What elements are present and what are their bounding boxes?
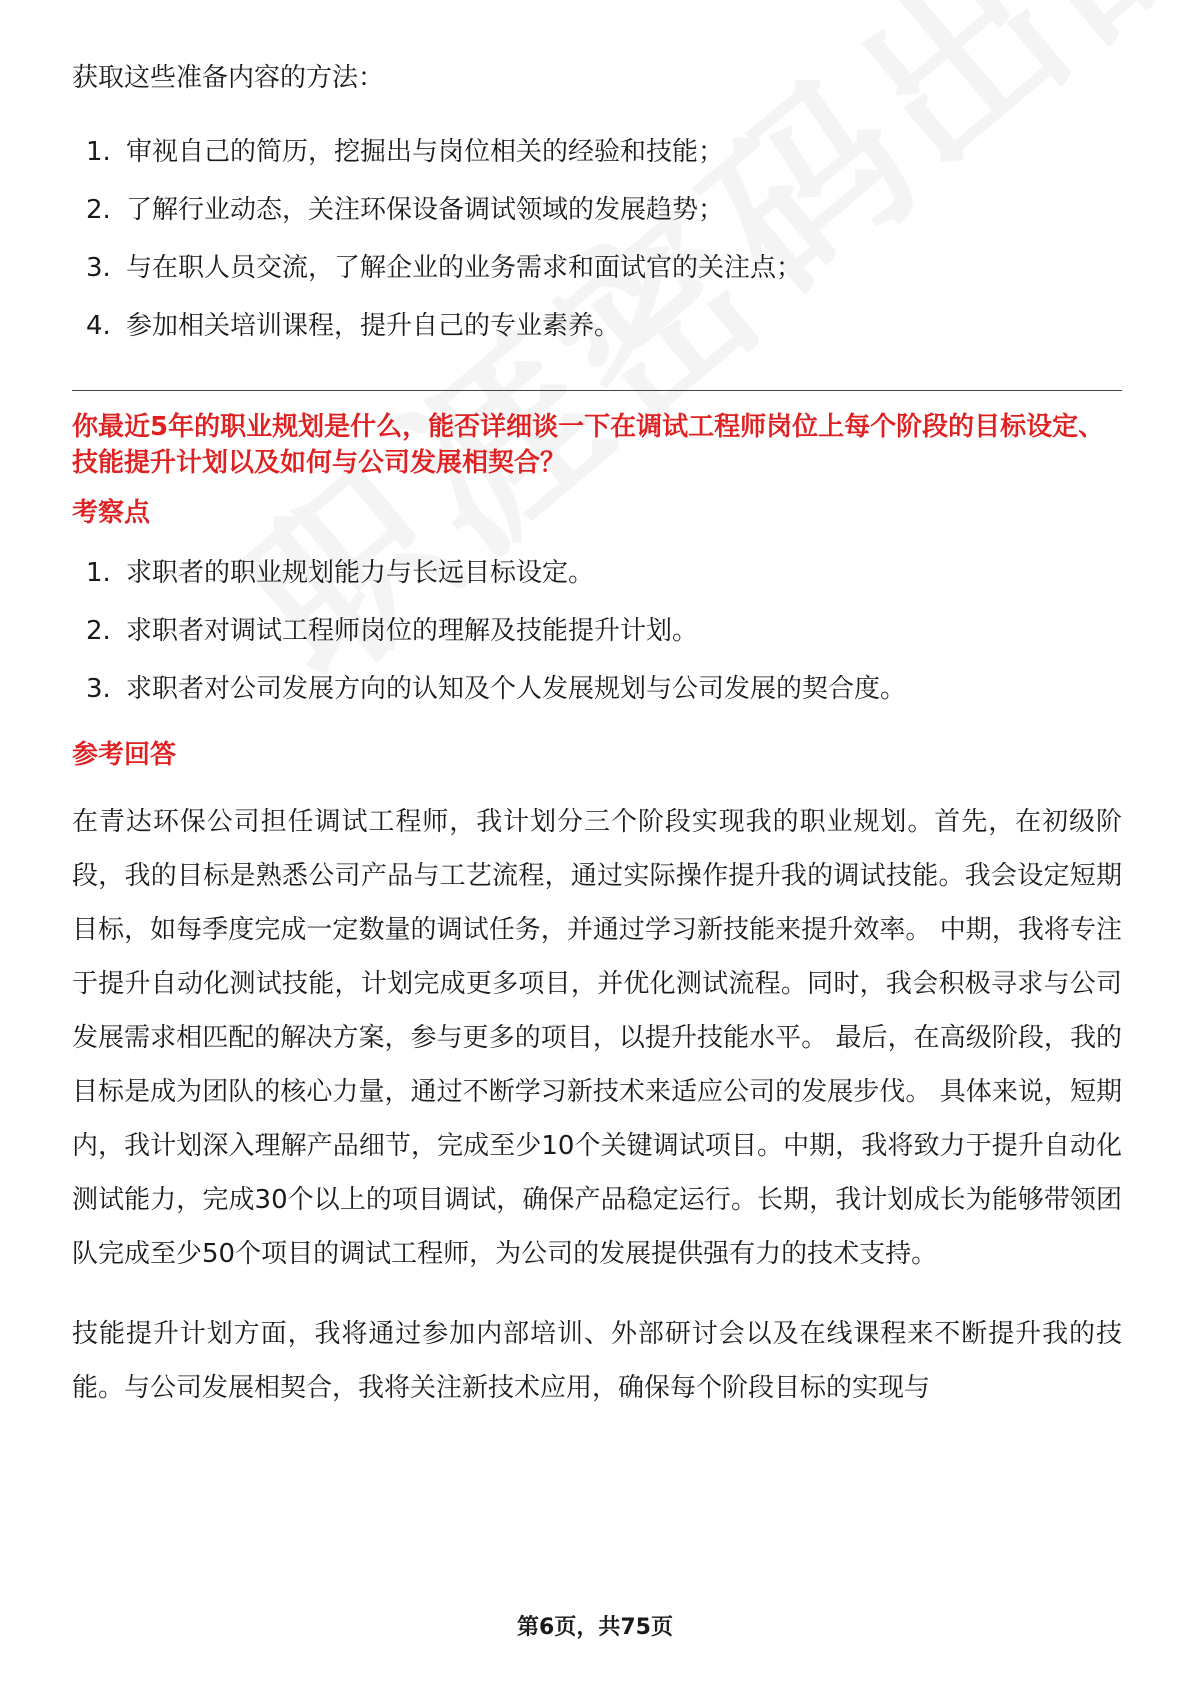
- list-item: [72, 132, 1122, 172]
- assess-points-list: [72, 553, 1122, 709]
- list-item: [72, 190, 1122, 230]
- intro-text: 获取这些准备内容的方法：: [72, 63, 385, 93]
- list-item-text: 求职者对调试工程师岗位的理解及技能提升计划。: [126, 616, 699, 646]
- page-content: [72, 58, 1122, 1441]
- list-number: 4.: [86, 311, 111, 341]
- list-number: 1.: [86, 558, 111, 588]
- list-item-text: 求职者对公司发展方向的认知及个人发展规划与公司发展的契合度。: [126, 674, 907, 704]
- reference-answer-heading: 参考回答: [72, 740, 177, 770]
- question-heading: 你最近5年的职业规划是什么，能否详细谈一下在调试工程师岗位上每个阶段的目标设定、技能提升计划以及如何与公司发展相契合？: [72, 412, 1105, 478]
- list-item-text: 求职者的职业规划能力与长远目标设定。: [126, 558, 595, 588]
- list-item: [72, 553, 1122, 593]
- list-item: [72, 248, 1122, 288]
- section-divider: [72, 390, 1122, 391]
- assess-points-heading: 考察点: [72, 498, 151, 528]
- list-item-text: 了解行业动态，关注环保设备调试领域的发展趋势；: [126, 195, 725, 225]
- answer-paragraph: 在青达环保公司担任调试工程师，我计划分三个阶段实现我的职业规划。首先，在初级阶段，我的目标是熟悉公司产品与工艺流程，通过实际操作提升我的调试技能。我会设定短期目标，如每季度完成一定数量的调试任务，并通过学习新技能来提升效率。 中期，我将专注于提升自动化测试技能，计划完成更多项目，并优化测试流程。同时，我会积极寻求与公司发展需求相匹配的解决方案，参与更多的项目，以提升技能水平。 最后，在高级阶段，我的目标是成为团队的核心力量，通过不断学习新技术来适应公司的发展步伐。 具体来说，短期内，我计划深入理解产品细节，完成至少10个关键调试项目。中期，我将致力于提升自动化测试能力，完成30个以上的项目调试，确保产品稳定运行。长期，我计划成长为能够带领团队完成至少50个项目的调试工程师，为公司的发展提供强有力的技术支持。: [72, 807, 1122, 1269]
- list-number: 2.: [86, 195, 111, 225]
- list-number: 1.: [86, 137, 111, 167]
- page-number-footer: 第6页，共75页: [517, 1615, 673, 1640]
- list-item: [72, 669, 1122, 709]
- list-item: [72, 611, 1122, 651]
- list-number: 3.: [86, 674, 111, 704]
- list-item-text: 与在职人员交流，了解企业的业务需求和面试官的关注点；: [126, 253, 803, 283]
- list-number: 3.: [86, 253, 111, 283]
- list-number: 2.: [86, 616, 111, 646]
- list-item-text: 审视自己的简历，挖掘出与岗位相关的经验和技能；: [126, 137, 725, 167]
- answer-paragraph: 技能提升计划方面，我将通过参加内部培训、外部研讨会以及在线课程来不断提升我的技能。与公司发展相契合，我将关注新技术应用，确保每个阶段目标的实现与: [72, 1319, 1122, 1403]
- methods-list: [72, 132, 1122, 346]
- list-item-text: 参加相关培训课程，提升自己的专业素养。: [126, 311, 621, 341]
- list-item: [72, 306, 1122, 346]
